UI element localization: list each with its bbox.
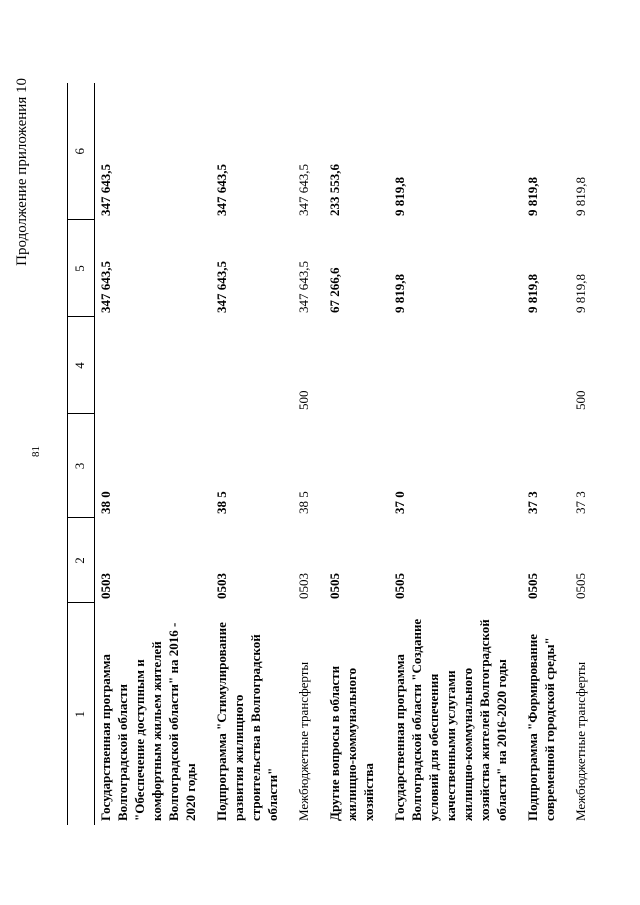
- table-row: [389, 83, 522, 825]
- header-cell: 5: [68, 220, 95, 317]
- expense-type-code: [522, 317, 570, 414]
- page-number: 81: [30, 446, 42, 457]
- table-row: [293, 83, 324, 825]
- amount-col5: 9 819,8: [573, 274, 588, 313]
- header-cell: 3: [68, 414, 95, 518]
- row-name: Межбюджетные трансферты: [296, 661, 311, 821]
- amount-col6: 9 819,8: [525, 177, 540, 216]
- section-code: 0505: [327, 573, 342, 599]
- table-row: [211, 83, 293, 825]
- header-cell: 1: [68, 603, 95, 825]
- table-row: [522, 83, 570, 825]
- expense-type-code: [389, 317, 522, 414]
- program-code: 37 3: [525, 491, 540, 514]
- budget-table: [67, 83, 601, 825]
- row-name: Государственная программа Волгоградской области "Обеспечение доступным и комфортным жильем жителей Волгоградской области" на 2016 - 2020 годы: [98, 622, 198, 821]
- table-row: [95, 83, 212, 825]
- program-code: 38 5: [296, 491, 311, 514]
- expense-type-code: [95, 317, 212, 414]
- header-cell: 2: [68, 518, 95, 603]
- header-row: [68, 83, 95, 825]
- amount-col5: 347 643,5: [214, 261, 229, 313]
- amount-col5: 347 643,5: [296, 261, 311, 313]
- amount-col6: 9 819,8: [392, 177, 407, 216]
- amount-col5: 9 819,8: [525, 274, 540, 313]
- section-code: 0503: [296, 573, 311, 599]
- amount-col6: 347 643,5: [214, 164, 229, 216]
- amount-col5: 347 643,5: [98, 261, 113, 313]
- row-name: Государственная программа Волгоградской области "Создание условий для обеспечения качественными услугами жилищно-коммунального хозяйства жителей Волгоградской области" на 2016-2020 годы: [392, 618, 509, 821]
- header-cell: 6: [68, 83, 95, 220]
- amount-col5: 67 266,6: [327, 267, 342, 313]
- amount-col6: 9 819,8: [573, 177, 588, 216]
- amount-col5: 9 819,8: [392, 274, 407, 313]
- table-row: [570, 83, 601, 825]
- expense-type-code: [324, 317, 389, 414]
- amount-col6: 233 553,6: [327, 164, 342, 216]
- header-cell: 4: [68, 317, 95, 414]
- row-name: Другие вопросы в области жилищно-коммунального хозяйства: [327, 665, 376, 821]
- expense-type-code: 500: [296, 390, 311, 410]
- section-code: 0503: [214, 573, 229, 599]
- program-code: 38 5: [214, 491, 229, 514]
- program-code: 37 3: [573, 491, 588, 514]
- section-code: 0505: [525, 573, 540, 599]
- section-code: 0505: [573, 573, 588, 599]
- section-code: 0503: [98, 573, 113, 599]
- table-row: [324, 83, 389, 825]
- program-code: 37 0: [392, 491, 407, 514]
- row-name: Подпрограмма "Формирование современной городской среды": [525, 634, 557, 821]
- row-name: Подпрограмма "Стимулирование развития жилищного строительства в Волгоградской области": [214, 622, 280, 821]
- amount-col6: 347 643,5: [98, 164, 113, 216]
- row-name: Межбюджетные трансферты: [573, 661, 588, 821]
- program-code: [324, 414, 389, 518]
- program-code: 38 0: [98, 491, 113, 514]
- expense-type-code: 500: [573, 390, 588, 410]
- continuation-heading: Продолжение приложения 10: [14, 78, 30, 266]
- section-code: 0505: [392, 573, 407, 599]
- expense-type-code: [211, 317, 293, 414]
- amount-col6: 347 643,5: [296, 164, 311, 216]
